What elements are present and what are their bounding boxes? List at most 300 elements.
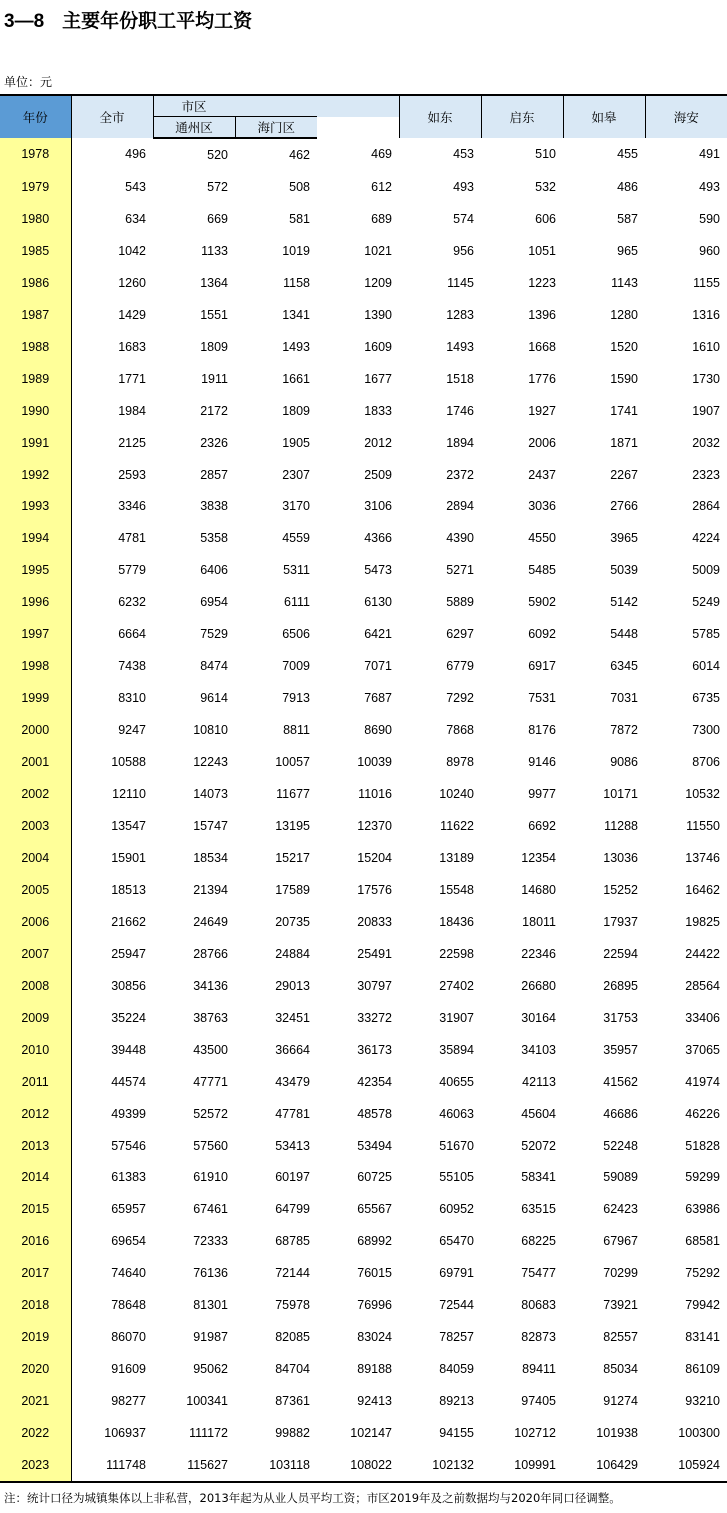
cell-haian: 960 (699, 243, 721, 258)
cell-year: 1990 (0, 395, 71, 427)
cell-tongzhou: 1493 (282, 339, 310, 354)
cell-year: 2013 (0, 1130, 71, 1162)
cell-urban: 1133 (201, 243, 228, 258)
cell-rudong: 6779 (446, 659, 475, 674)
cell-year: 2020 (0, 1353, 71, 1385)
cell-rugao: 67967 (603, 1234, 639, 1249)
table-row (0, 299, 727, 331)
cell-haimen: 1833 (364, 403, 393, 418)
cell-qidong: 52072 (521, 1138, 557, 1153)
table-row (0, 1066, 727, 1098)
cell-haian: 1907 (692, 403, 721, 418)
cell-total: 9247 (118, 723, 146, 738)
cell-haian: 5009 (692, 563, 721, 578)
cell-haimen: 12370 (357, 818, 393, 833)
cell-haimen: 6130 (364, 595, 393, 610)
table-row (0, 1417, 727, 1449)
cell-haimen: 76996 (357, 1298, 393, 1313)
cell-year: 1985 (0, 235, 71, 267)
cell-qidong: 42113 (522, 1074, 557, 1089)
cell-rudong: 15548 (439, 882, 475, 897)
cell-rugao: 41562 (603, 1074, 639, 1089)
cell-qidong: 34103 (521, 1042, 557, 1057)
cell-haimen: 11016 (358, 787, 393, 802)
cell-rudong: 4390 (446, 531, 475, 546)
cell-urban: 38763 (193, 1010, 228, 1025)
cell-tongzhou: 1019 (282, 243, 310, 258)
cell-rudong: 55105 (439, 1170, 475, 1185)
cell-qidong: 109991 (481, 1449, 563, 1482)
cell-total: 65957 (111, 1202, 146, 1217)
table-row (0, 522, 727, 554)
cell-qidong: 5902 (528, 595, 557, 610)
cell-haian: 93210 (685, 1394, 721, 1409)
cell-urban: 34136 (193, 978, 228, 993)
cell-haian: 1155 (693, 275, 721, 290)
cell-urban: 43500 (193, 1042, 228, 1057)
cell-haimen: 42354 (357, 1074, 393, 1089)
cell-haian: 1316 (692, 307, 721, 322)
cell-year: 2023 (0, 1449, 71, 1482)
cell-haian: 79942 (685, 1298, 721, 1313)
cell-year: 1997 (0, 618, 71, 650)
cell-rugao: 1871 (610, 435, 639, 450)
table-row (0, 395, 727, 427)
cell-urban: 1809 (200, 339, 228, 354)
cell-haimen: 17576 (357, 882, 393, 897)
cell-haimen: 7687 (364, 691, 393, 706)
cell-tongzhou: 32451 (275, 1010, 310, 1025)
cell-rugao: 35957 (603, 1042, 639, 1057)
cell-haian: 83141 (685, 1330, 721, 1345)
cell-rudong: 7292 (446, 691, 475, 706)
table-body (0, 138, 727, 1482)
cell-haian: 37065 (685, 1042, 721, 1057)
cell-haimen: 2012 (364, 435, 393, 450)
cell-haian: 4224 (692, 531, 721, 546)
cell-haimen: 2509 (364, 467, 393, 482)
cell-qidong: 6917 (528, 659, 557, 674)
cell-rudong: 84059 (439, 1362, 475, 1377)
cell-urban: 91987 (193, 1330, 228, 1345)
table-row (0, 490, 727, 522)
cell-rudong: 7868 (446, 723, 475, 738)
cell-total: 6232 (118, 595, 146, 610)
cell-urban: 111172 (189, 1426, 228, 1441)
table-row (0, 1098, 727, 1130)
cell-haimen: 15204 (357, 850, 393, 865)
cell-urban: 95062 (193, 1362, 228, 1377)
cell-tongzhou: 508 (289, 179, 310, 194)
cell-qidong: 1668 (528, 339, 557, 354)
cell-urban: 8474 (200, 659, 228, 674)
cell-rugao: 52248 (603, 1138, 639, 1153)
cell-rugao: 62423 (603, 1202, 639, 1217)
cell-rugao: 59089 (603, 1170, 639, 1185)
cell-urban: 12243 (193, 755, 228, 770)
table-row (0, 810, 727, 842)
cell-tongzhou: 87361 (275, 1394, 310, 1409)
cell-rudong: 2894 (446, 499, 475, 514)
cell-total: 2593 (118, 467, 146, 482)
cell-haimen: 20833 (357, 914, 393, 929)
cell-rugao: 1590 (610, 371, 639, 386)
cell-haimen: 25491 (357, 946, 393, 961)
cell-urban: 15747 (193, 818, 228, 833)
cell-qidong: 102712 (514, 1426, 557, 1441)
cell-haian: 33406 (685, 1010, 721, 1025)
table-row (0, 1385, 727, 1417)
cell-haimen: 33272 (357, 1010, 393, 1025)
cell-urban: 76136 (193, 1266, 228, 1281)
cell-rugao: 85034 (603, 1362, 639, 1377)
cell-year: 2010 (0, 1034, 71, 1066)
cell-haian: 19825 (685, 914, 721, 929)
cell-qidong: 58341 (521, 1170, 557, 1185)
cell-haimen: 89188 (357, 1362, 393, 1377)
cell-tongzhou: 36664 (275, 1042, 310, 1057)
table-row (0, 1257, 727, 1289)
cell-rugao: 965 (617, 243, 639, 258)
cell-haian: 46226 (685, 1106, 721, 1121)
cell-year: 1987 (0, 299, 71, 331)
cell-tongzhou: 72144 (275, 1266, 310, 1281)
cell-total: 61383 (111, 1170, 146, 1185)
cell-rugao: 587 (617, 211, 639, 226)
header-row (0, 95, 727, 117)
cell-haian: 10532 (685, 787, 721, 802)
cell-year: 1996 (0, 586, 71, 618)
cell-rugao: 46686 (603, 1106, 639, 1121)
cell-year: 2011 (0, 1066, 71, 1098)
cell-qidong: 2437 (528, 467, 557, 482)
cell-rudong: 51670 (439, 1138, 475, 1153)
cell-total: 18513 (111, 882, 146, 897)
cell-haimen: 8690 (364, 723, 393, 738)
cell-rugao: 2267 (610, 467, 639, 482)
cell-haimen: 65567 (357, 1202, 393, 1217)
cell-tongzhou: 64799 (275, 1202, 310, 1217)
cell-total: 3346 (118, 499, 146, 514)
table-row (0, 235, 727, 267)
table-row (0, 171, 727, 203)
table-row (0, 1130, 727, 1162)
cell-rugao: 1280 (610, 307, 639, 322)
cell-tongzhou: 1905 (282, 435, 310, 450)
cell-haian: 100300 (678, 1426, 721, 1441)
cell-rudong: 956 (453, 243, 475, 258)
cell-haimen: 469 (371, 147, 393, 162)
cell-haian: 11550 (686, 818, 721, 833)
table-row (0, 363, 727, 395)
cell-rugao: 10171 (603, 787, 639, 802)
cell-qidong: 5485 (528, 563, 557, 578)
cell-total: 13547 (111, 818, 146, 833)
cell-rudong: 1746 (446, 403, 475, 418)
cell-urban: 52572 (193, 1106, 228, 1121)
cell-total: 2125 (118, 435, 146, 450)
cell-rugao: 2766 (610, 499, 639, 514)
cell-rudong: 60952 (439, 1202, 475, 1217)
cell-rugao: 13036 (603, 850, 639, 865)
cell-total: 7438 (118, 659, 146, 674)
cell-rugao: 5142 (610, 595, 639, 610)
cell-tongzhou: 99882 (275, 1426, 310, 1441)
cell-year: 2016 (0, 1225, 71, 1257)
cell-year: 2021 (0, 1385, 71, 1417)
cell-qidong: 22346 (521, 946, 557, 961)
table-row (0, 1002, 727, 1034)
cell-tongzhou: 11677 (276, 787, 310, 802)
cell-year: 1986 (0, 267, 71, 299)
cell-qidong: 510 (535, 147, 557, 162)
cell-year: 1978 (0, 138, 71, 171)
cell-total: 98277 (111, 1394, 146, 1409)
cell-haimen: 53494 (357, 1138, 393, 1153)
cell-qidong: 7531 (528, 691, 557, 706)
cell-haian: 1730 (692, 371, 721, 386)
table-row (0, 331, 727, 363)
cell-qidong: 3036 (528, 499, 557, 514)
cell-rudong: 27402 (439, 978, 475, 993)
header-rugao: 如皋 (563, 95, 645, 138)
cell-year: 1979 (0, 171, 71, 203)
cell-rugao: 15252 (603, 882, 639, 897)
cell-year: 2017 (0, 1257, 71, 1289)
cell-qidong: 30164 (521, 1010, 557, 1025)
cell-haimen: 1677 (364, 371, 393, 386)
cell-urban: 61910 (193, 1170, 228, 1185)
cell-rudong: 102132 (399, 1449, 481, 1482)
cell-rudong: 94155 (439, 1426, 475, 1441)
cell-total: 12110 (112, 787, 146, 802)
cell-tongzhou: 1158 (283, 275, 310, 290)
cell-urban: 21394 (193, 882, 228, 897)
cell-qidong: 82873 (521, 1330, 557, 1345)
cell-rudong: 46063 (439, 1106, 475, 1121)
cell-tongzhou: 29013 (275, 978, 310, 993)
cell-rugao: 7872 (610, 723, 639, 738)
cell-tongzhou: 5311 (283, 563, 310, 578)
cell-year: 2003 (0, 810, 71, 842)
cell-haian: 8706 (692, 755, 721, 770)
cell-year: 1991 (0, 427, 71, 459)
cell-qidong: 9977 (528, 787, 557, 802)
cell-haian: 16462 (685, 882, 721, 897)
cell-haian: 590 (699, 211, 721, 226)
cell-haian: 13746 (685, 850, 721, 865)
table-row (0, 778, 727, 810)
cell-qidong: 89411 (522, 1362, 557, 1377)
table-row (0, 459, 727, 491)
cell-total: 634 (125, 211, 146, 226)
cell-qidong: 18011 (522, 914, 557, 929)
cell-year: 1995 (0, 554, 71, 586)
cell-haian: 6014 (692, 659, 721, 674)
cell-urban: 1551 (200, 307, 228, 322)
cell-urban: 28766 (193, 946, 228, 961)
cell-year: 1998 (0, 650, 71, 682)
cell-urban: 7529 (200, 627, 228, 642)
cell-haian: 2864 (692, 499, 721, 514)
cell-rudong: 40655 (439, 1074, 475, 1089)
cell-tongzhou: 462 (289, 147, 310, 162)
cell-total: 5779 (118, 563, 146, 578)
cell-total: 111748 (71, 1449, 153, 1482)
table-row (0, 874, 727, 906)
cell-year: 2014 (0, 1162, 71, 1194)
cell-haimen: 36173 (357, 1042, 393, 1057)
cell-rugao: 455 (617, 147, 639, 162)
cell-rugao: 1520 (610, 339, 639, 354)
cell-haian: 5249 (692, 595, 721, 610)
cell-urban: 67461 (193, 1202, 228, 1217)
cell-haimen: 689 (371, 211, 393, 226)
cell-total: 1429 (118, 307, 146, 322)
cell-haian: 5785 (692, 627, 721, 642)
cell-tongzhou: 82085 (275, 1330, 310, 1345)
cell-total: 8310 (118, 691, 146, 706)
header-urban: 市区 (153, 95, 399, 117)
cell-tongzhou: 60197 (275, 1170, 310, 1185)
cell-rugao: 106429 (563, 1449, 645, 1482)
cell-urban: 72333 (193, 1234, 228, 1249)
cell-total: 1984 (118, 403, 146, 418)
cell-urban: 100341 (186, 1394, 228, 1409)
cell-rugao: 1741 (610, 403, 639, 418)
table-row (0, 970, 727, 1002)
cell-qidong: 1927 (528, 403, 557, 418)
cell-total: 69654 (111, 1234, 146, 1249)
cell-total: 15901 (111, 850, 146, 865)
cell-year: 2008 (0, 970, 71, 1002)
cell-rudong: 35894 (439, 1042, 475, 1057)
cell-rugao: 9086 (610, 755, 639, 770)
cell-haimen: 48578 (357, 1106, 393, 1121)
cell-rugao: 82557 (603, 1330, 639, 1345)
cell-urban: 14073 (193, 787, 228, 802)
table-row (0, 1321, 727, 1353)
cell-qidong: 2006 (528, 435, 557, 450)
cell-tongzhou: 53413 (275, 1138, 310, 1153)
header-haimen: 海门区 (235, 117, 317, 139)
cell-haian: 2323 (692, 467, 721, 482)
cell-rugao: 11288 (604, 818, 639, 833)
cell-qidong: 1051 (528, 243, 557, 258)
cell-tongzhou: 47781 (275, 1106, 310, 1121)
cell-urban: 6406 (200, 563, 228, 578)
cell-haimen: 60725 (357, 1170, 393, 1185)
cell-year: 1980 (0, 203, 71, 235)
cell-haian: 68581 (685, 1234, 721, 1249)
cell-year: 2009 (0, 1002, 71, 1034)
cell-haimen: 102147 (350, 1426, 393, 1441)
table-row (0, 1289, 727, 1321)
cell-rudong: 1145 (447, 275, 475, 290)
cell-year: 1988 (0, 331, 71, 363)
cell-tongzhou: 15217 (275, 850, 310, 865)
cell-year: 2022 (0, 1417, 71, 1449)
cell-urban: 5358 (200, 531, 228, 546)
cell-haimen: 6421 (364, 627, 393, 642)
cell-rudong: 1518 (446, 371, 475, 386)
cell-urban: 24649 (193, 914, 228, 929)
cell-tongzhou: 4559 (282, 531, 310, 546)
cell-rugao: 5039 (610, 563, 639, 578)
cell-year: 2002 (0, 778, 71, 810)
cell-rudong: 5271 (446, 563, 475, 578)
cell-qidong: 1396 (528, 307, 557, 322)
header-rudong: 如东 (399, 95, 481, 138)
header-haian: 海安 (645, 95, 727, 138)
cell-tongzhou: 1341 (282, 307, 310, 322)
cell-rugao: 73921 (603, 1298, 639, 1313)
table-row (0, 650, 727, 682)
cell-rugao: 7031 (610, 691, 639, 706)
cell-tongzhou: 6506 (282, 627, 310, 642)
cell-haimen: 3106 (364, 499, 393, 514)
cell-rudong: 22598 (439, 946, 475, 961)
cell-urban: 9614 (200, 691, 228, 706)
cell-tongzhou: 8811 (283, 723, 310, 738)
cell-urban: 1911 (201, 371, 228, 386)
table-row (0, 1449, 727, 1482)
cell-haimen: 1609 (364, 339, 393, 354)
cell-qidong: 63515 (521, 1202, 557, 1217)
cell-total: 543 (125, 179, 146, 194)
cell-tongzhou: 75978 (275, 1298, 310, 1313)
cell-year: 1993 (0, 490, 71, 522)
table-title: 主要年份职工平均工资 (62, 10, 253, 32)
cell-urban: 47771 (193, 1074, 228, 1089)
cell-rudong: 18436 (439, 914, 475, 929)
cell-urban: 81301 (193, 1298, 228, 1313)
cell-haian: 6735 (692, 691, 721, 706)
cell-total: 21662 (111, 914, 146, 929)
cell-total: 49399 (111, 1106, 146, 1121)
cell-year: 2006 (0, 906, 71, 938)
cell-rudong: 89213 (439, 1394, 475, 1409)
cell-rugao: 101938 (596, 1426, 639, 1441)
cell-haimen: 612 (371, 179, 393, 194)
cell-haian: 41974 (685, 1074, 721, 1089)
cell-total: 496 (125, 147, 146, 162)
cell-qidong: 14680 (521, 882, 557, 897)
table-row (0, 267, 727, 299)
cell-tongzhou: 3170 (282, 499, 310, 514)
table-row (0, 906, 727, 938)
cell-qidong: 4550 (528, 531, 557, 546)
cell-total: 74640 (111, 1266, 146, 1281)
cell-rudong: 78257 (439, 1330, 475, 1345)
cell-haimen: 83024 (357, 1330, 393, 1345)
cell-haimen: 5473 (364, 563, 393, 578)
cell-tongzhou: 84704 (275, 1362, 310, 1377)
cell-rugao: 31753 (603, 1010, 639, 1025)
cell-urban: 520 (207, 147, 228, 162)
cell-qidong: 606 (535, 211, 557, 226)
cell-urban: 57560 (193, 1138, 228, 1153)
cell-haimen: 10039 (357, 755, 393, 770)
cell-total: 6664 (118, 627, 146, 642)
cell-year: 2001 (0, 746, 71, 778)
cell-haian: 75292 (685, 1266, 721, 1281)
cell-rugao: 26895 (603, 978, 639, 993)
cell-tongzhou: 68785 (275, 1234, 310, 1249)
cell-urban: 115627 (153, 1449, 235, 1482)
cell-year: 2019 (0, 1321, 71, 1353)
cell-rudong: 1493 (446, 339, 475, 354)
